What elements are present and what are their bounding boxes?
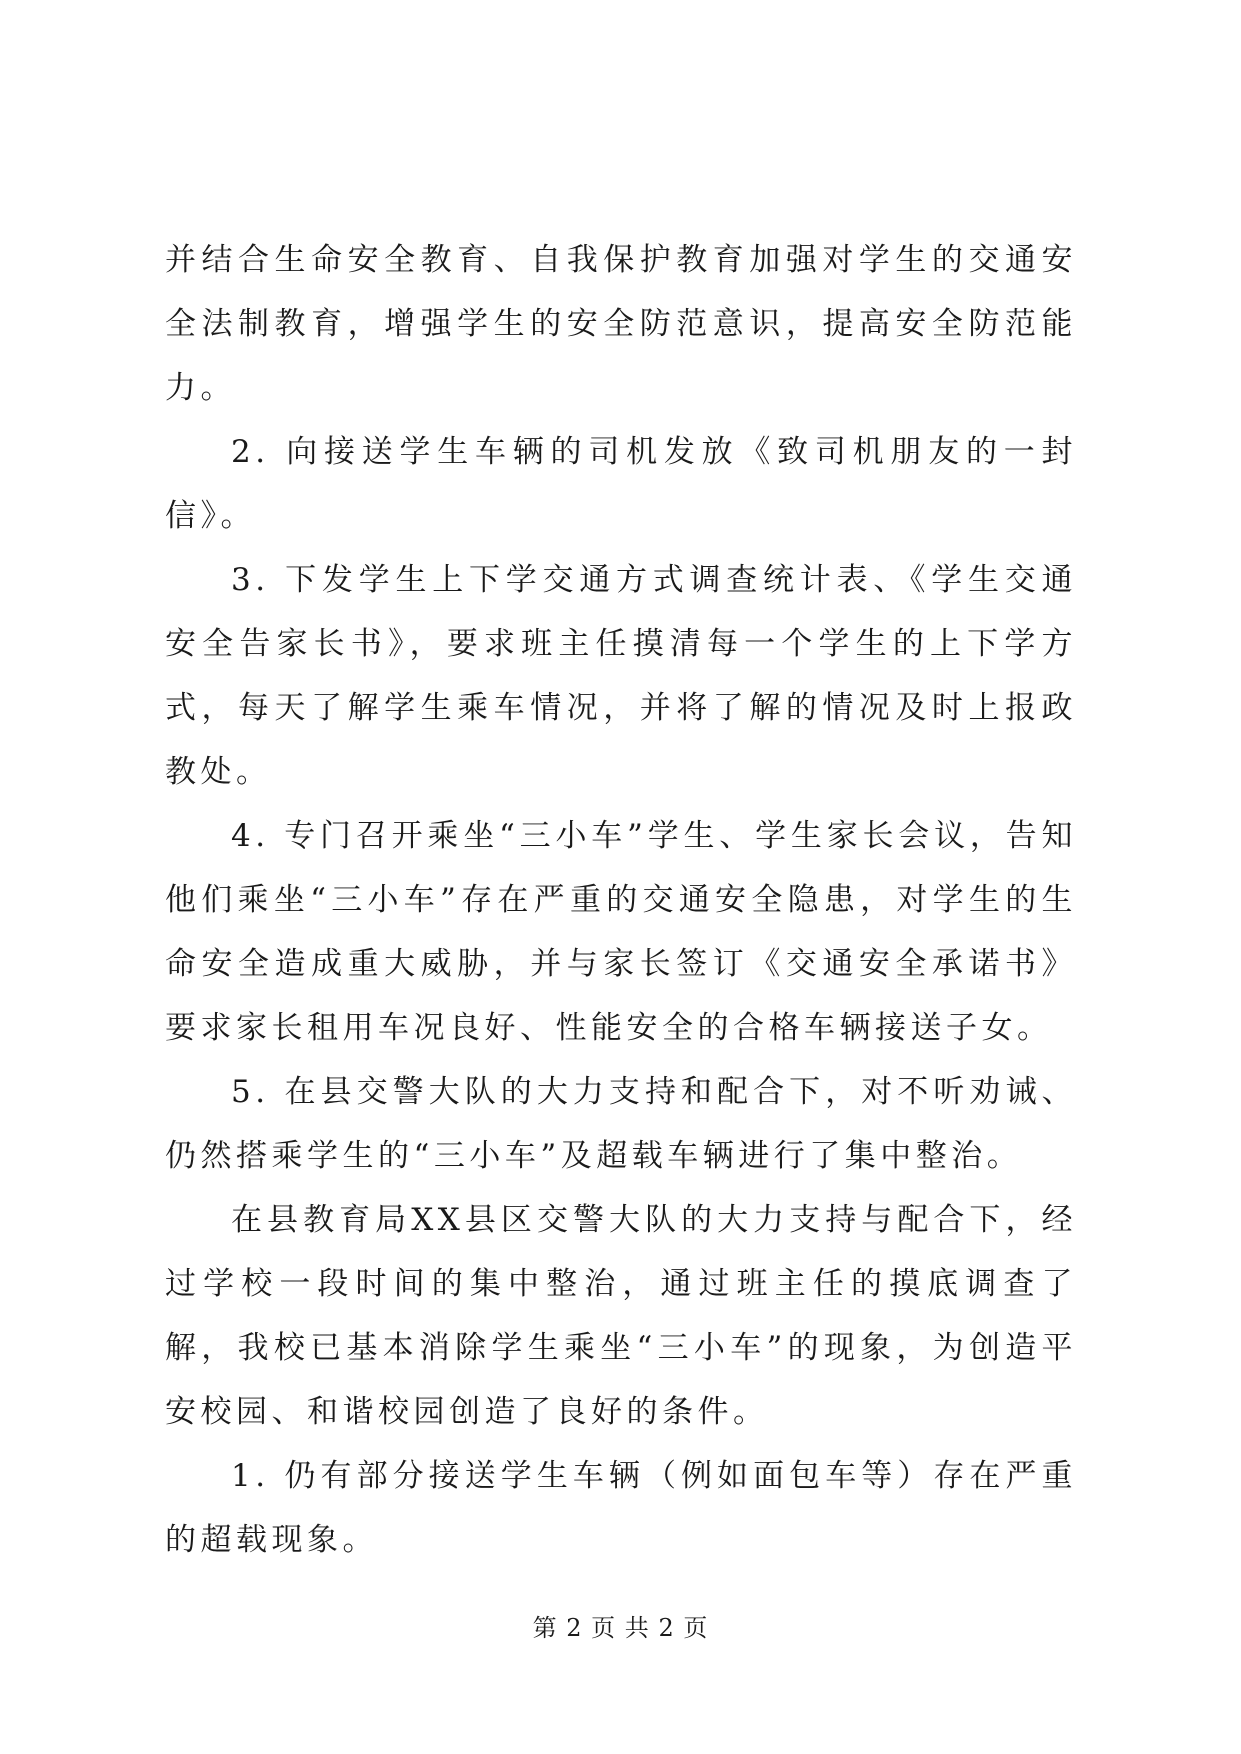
page-footer: 第 2 页 共 2 页 <box>532 1614 709 1642</box>
paragraph-item-2: 2. 向接送学生车辆的司机发放《致司机朋友的一封信》。 <box>165 434 1077 534</box>
document-body <box>165 228 1077 1572</box>
paragraph-item-4: 4. 专门召开乘坐“三小车”学生、学生家长会议，告知他们乘坐“三小车”存在严重的交通安全隐患，对学生的生命安全造成重大威胁，并与家长签订《交通安全承诺书》要求家长租用车况良好、性能安全的合格车辆接送子女。 <box>165 818 1077 1046</box>
paragraph-item-3: 3. 下发学生上下学交通方式调查统计表、《学生交通安全告家长书》，要求班主任摸清每一个学生的上下学方式，每天了解学生乘车情况，并将了解的情况及时上报政教处。 <box>165 562 1077 790</box>
paragraph-summary: 在县教育局XX县区交警大队的大力支持与配合下，经过学校一段时间的集中整治，通过班主任的摸底调查了解，我校已基本消除学生乘坐“三小车”的现象，为创造平安校园、和谐校园创造了良好的条件。 <box>165 1202 1077 1430</box>
paragraph-continuation: 并结合生命安全教育、自我保护教育加强对学生的交通安全法制教育，增强学生的安全防范意识，提高安全防范能力。 <box>165 242 1077 406</box>
paragraph-item-5: 5. 在县交警大队的大力支持和配合下，对不听劝诫、仍然搭乘学生的“三小车”及超载车辆进行了集中整治。 <box>165 1074 1077 1174</box>
paragraph-issue-1: 1. 仍有部分接送学生车辆（例如面包车等）存在严重的超载现象。 <box>165 1458 1077 1558</box>
